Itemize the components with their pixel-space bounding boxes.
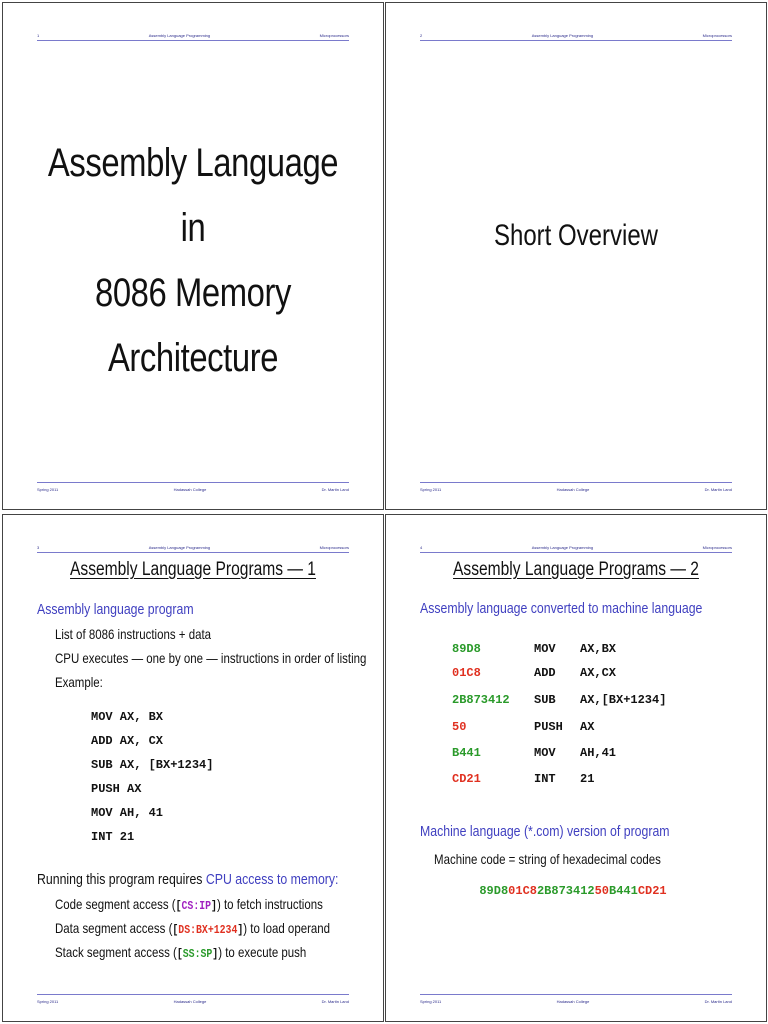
header-center: Assembly Language Programming <box>531 544 594 550</box>
code-line-5: MOV AH, 41 <box>91 806 164 820</box>
operands: AX,[BX+1234] <box>580 693 667 707</box>
header-center: Assembly Language Programming <box>531 32 594 38</box>
operands: AX <box>580 720 595 734</box>
machine-row <box>386 666 766 684</box>
slide-number: 2 <box>420 32 423 38</box>
running-highlight: CPU access to memory: <box>205 871 339 888</box>
bracket-open: [ <box>175 899 182 913</box>
opcode: PUSH <box>534 720 563 734</box>
access-line-stack <box>55 944 306 961</box>
operands: 21 <box>580 772 595 786</box>
machine-row <box>386 720 766 738</box>
slide-header <box>37 544 349 550</box>
access-post: ) to execute push <box>218 944 307 960</box>
footer-right: Dr. Martin Land <box>704 998 732 1004</box>
bullet-2: CPU executes — one by one — instructions in order of listing <box>55 650 367 666</box>
code-line-2: ADD AX, CX <box>91 734 164 748</box>
bracket-close: ] <box>212 947 219 961</box>
slide-3 <box>2 514 384 1022</box>
section-heading-2: Machine language (*.com) version of program <box>420 823 670 840</box>
slide-footer <box>37 998 349 1004</box>
bracket-close: ] <box>237 923 244 937</box>
footer-center: Hadassah College <box>173 998 207 1004</box>
running-pre: Running this program requires <box>37 871 206 888</box>
hex-part: 50 <box>594 884 609 898</box>
bracket-open: [ <box>172 923 179 937</box>
bracket-close: ] <box>211 899 217 913</box>
opcode: MOV <box>534 746 556 760</box>
hex-string <box>385 884 766 898</box>
header-rule <box>37 552 349 553</box>
bracket-open: [ <box>176 947 183 961</box>
operands: AH,41 <box>580 746 617 760</box>
machine-row <box>386 772 766 790</box>
access-line-code <box>55 896 323 913</box>
footer-left: Spring 2011 <box>37 486 59 492</box>
footer-center: Hadassah College <box>556 998 590 1004</box>
slide-title-text: Assembly Language Programs — 1 <box>70 559 316 580</box>
register-ss-sp: SS:SP <box>182 947 213 961</box>
slide-1 <box>2 2 384 510</box>
header-right: Microprocessors <box>319 544 349 550</box>
hex-code: 50 <box>452 720 467 734</box>
bullet-3: Example: <box>55 674 103 690</box>
header-rule <box>420 40 732 41</box>
footer-right: Dr. Martin Land <box>321 998 349 1004</box>
access-pre: Code segment access ( <box>55 896 176 912</box>
slide-title <box>37 559 349 581</box>
footer-center: Hadassah College <box>173 486 207 492</box>
machine-row <box>386 642 766 660</box>
header-right: Microprocessors <box>702 544 732 550</box>
machine-row <box>386 693 766 711</box>
title-line-3: 8086 Memory <box>94 271 292 315</box>
hex-code: 2B873412 <box>452 693 510 707</box>
footer-left: Spring 2011 <box>37 998 59 1004</box>
footer-rule <box>420 482 732 483</box>
opcode: INT <box>534 772 556 786</box>
slide-number: 1 <box>37 32 40 38</box>
access-pre: Stack segment access ( <box>55 944 177 960</box>
footer-rule <box>37 482 349 483</box>
slide-title: Short Overview <box>493 219 659 252</box>
slide-title <box>37 131 349 391</box>
slide-title <box>420 559 732 581</box>
slide-2 <box>385 2 767 510</box>
running-text <box>37 871 338 888</box>
machine-code-description: Machine code = string of hexadecimal codes <box>434 851 661 867</box>
operands: AX,CX <box>580 666 617 680</box>
footer-right: Dr. Martin Land <box>321 486 349 492</box>
header-rule <box>37 40 349 41</box>
opcode: MOV <box>534 642 556 656</box>
header-center: Assembly Language Programming <box>148 544 211 550</box>
footer-left: Spring 2011 <box>420 998 442 1004</box>
hex-part: 2B873412 <box>536 884 595 898</box>
opcode: ADD <box>534 666 556 680</box>
slide-footer <box>37 486 349 492</box>
footer-left: Spring 2011 <box>420 486 442 492</box>
slide-4 <box>385 514 767 1022</box>
hex-part: B441 <box>609 884 638 898</box>
hex-part: 89D8 <box>479 884 509 898</box>
slide-header <box>420 544 732 550</box>
header-center: Assembly Language Programming <box>148 32 211 38</box>
register-ds-bx: DS:BX+1234 <box>178 923 238 937</box>
slide-header <box>420 32 732 38</box>
section-heading: Assembly language converted to machine language <box>420 600 703 617</box>
title-line-2: in <box>180 206 206 250</box>
slide-number: 3 <box>37 544 40 550</box>
footer-right: Dr. Martin Land <box>704 486 732 492</box>
slide-header <box>37 32 349 38</box>
footer-rule <box>420 994 732 995</box>
title-line-4: Architecture <box>107 336 279 380</box>
slide-footer <box>420 998 732 1004</box>
hex-code: 01C8 <box>452 666 481 680</box>
opcode: SUB <box>534 693 556 707</box>
header-right: Microprocessors <box>319 32 349 38</box>
header-rule <box>420 552 732 553</box>
slide-title-text: Assembly Language Programs — 2 <box>453 559 699 580</box>
register-cs-ip: CS:IP <box>181 899 212 913</box>
code-line-4: PUSH AX <box>91 782 142 796</box>
machine-row <box>386 746 766 764</box>
bullet-1: List of 8086 instructions + data <box>55 626 212 642</box>
access-pre: Data segment access ( <box>55 920 173 936</box>
code-line-3: SUB AX, [BX+1234] <box>91 758 214 772</box>
code-line-6: INT 21 <box>91 830 135 844</box>
footer-rule <box>37 994 349 995</box>
operands: AX,BX <box>580 642 617 656</box>
section-heading: Assembly language program <box>37 601 194 618</box>
hex-code: 89D8 <box>452 642 481 656</box>
title-line-1: Assembly Language <box>47 141 339 185</box>
code-line-1: MOV AX, BX <box>91 710 164 724</box>
access-post: ) to load operand <box>243 920 331 936</box>
hex-part: CD21 <box>637 884 667 898</box>
footer-center: Hadassah College <box>556 486 590 492</box>
hex-code: CD21 <box>452 772 481 786</box>
slide-footer <box>420 486 732 492</box>
slide-number: 4 <box>420 544 423 550</box>
header-right: Microprocessors <box>702 32 732 38</box>
access-line-data <box>55 920 330 937</box>
access-post: ) to fetch instructions <box>216 896 323 912</box>
hex-part: 01C8 <box>508 884 537 898</box>
hex-code: B441 <box>452 746 481 760</box>
